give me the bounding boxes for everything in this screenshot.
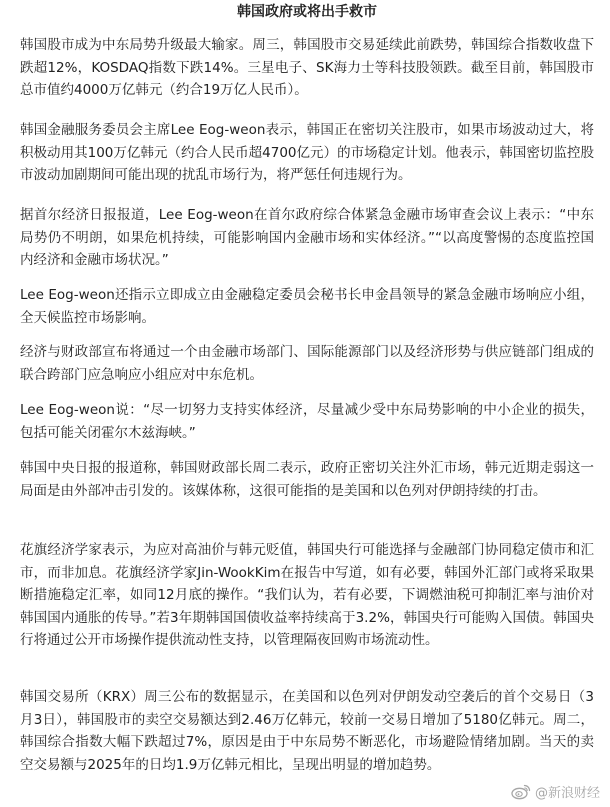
article-paragraph-5: 经济与财政部宣布将通过一个由金融市场部门、国际能源部门以及经济形势与供应链部门组成的联合跨部门应急响应小组应对中东危机。 <box>20 344 594 383</box>
article-paragraph-6: Lee Eog-weon说：“尽一切努力支持实体经济，尽量减少受中东局势影响的中小企业的损失，包括可能关闭霍尔木兹海峡。” <box>20 402 594 441</box>
source-watermark <box>511 781 600 801</box>
weibo-logo-icon <box>511 783 531 800</box>
article-paragraph-9: 韩国交易所（KRX）周三公布的数据显示，在美国和以色列对伊朗发动空袭后的首个交易日（3月3日），韩国股市的卖空交易额达到2.46万亿韩元，较前一交易日增加了5180亿韩元。周二，韩国综合指数大幅下跌超过7%，原因是由于中东局势不断恶化，市场避险情绪加剧。当天的卖空交易额与2025年的日均1.9万亿韩元相比，呈现出明显的增加趋势。 <box>20 689 594 773</box>
article-paragraph-7: 韩国中央日报的报道称，韩国财政部长周二表示，政府正密切关注外汇市场，韩元近期走弱这一局面是由外部冲击引发的。该媒体称，这很可能指的是美国和以色列对伊朗持续的打击。 <box>20 460 594 499</box>
watermark-text: @新浪财经 <box>534 785 600 801</box>
article-title: 韩国政府或将出手救市 <box>237 4 377 20</box>
article-paragraph-1: 韩国股市成为中东局势升级最大输家。周三，韩国股市交易延续此前跌势，韩国综合指数收盘下跌超12%，KOSDAQ指数下跌14%。三星电子、SK海力士等科技股领跌。截至目前，韩国股市总市值约4000万亿韩元（约合19万亿人民币）。 <box>20 37 594 98</box>
article-paragraph-2: 韩国金融服务委员会主席Lee Eog-weon表示，韩国正在密切关注股市，如果市场波动过大，将积极动用其100万亿韩元（约合人民币超4700亿元）的市场稳定计划。他表示，韩国密切监控股市波动加剧期间可能出现的扰乱市场行为，将严惩任何违规行为。 <box>20 122 594 183</box>
article-paragraph-3: 据首尔经济日报报道，Lee Eog-weon在首尔政府综合体紧急金融市场审查会议上表示：“中东局势仍不明朗，如果危机持续，可能影响国内金融市场和实体经济。”“以高度警惕的态度监控国内经济和金融市场状况。” <box>20 207 594 268</box>
article-paragraph-4: Lee Eog-weon还指示立即成立由金融稳定委员会秘书长申金昌领导的紧急金融市场响应小组，全天候监控市场影响。 <box>20 287 594 326</box>
article-paragraph-8: 花旗经济学家表示，为应对高油价与韩元贬值，韩国央行可能选择与金融部门协同稳定债市和汇市，而非加息。花旗经济学家Jin-WookKim在报告中写道，如有必要，韩国外汇部门或将采取果断措施稳定汇率，如同12月底的操作。“我们认为，若有必要，下调燃油税可抑制汇率与油价对韩国国内通胀的传导。”若3年期韩国国债收益率持续高于3.2%，韩国央行可能购入国债。韩国央行将通过公开市场操作提供流动性支持，以管理隔夜回购市场流动性。 <box>20 542 594 648</box>
